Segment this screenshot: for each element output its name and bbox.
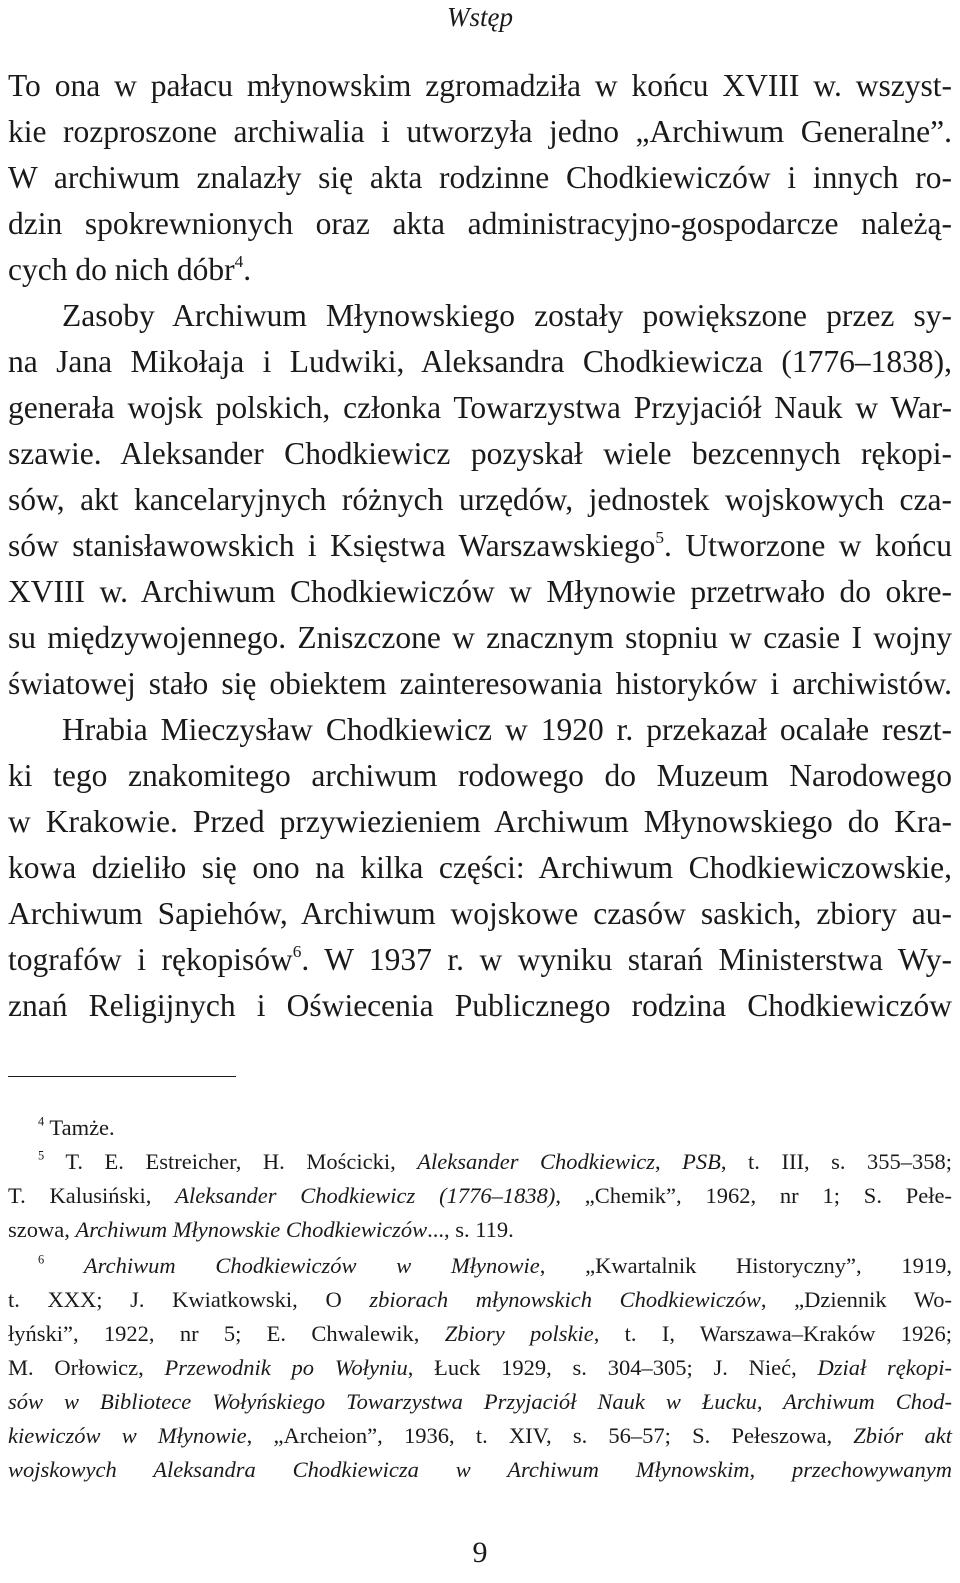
body-line: ki tego znakomitego archiwum rodowego do Muzeum Narodowego (8, 758, 952, 793)
footnote-text: , „Kwartalnik Historyczny”, 1919, (539, 1253, 953, 1278)
footnote-4 (38, 1115, 952, 1141)
footnote-title: Przewodnik po Wołyniu (164, 1355, 408, 1380)
footnote-ref: 4 (234, 252, 244, 272)
footnote-text: , (654, 1149, 683, 1174)
body-line: Archiwum Sapiehów, Archiwum wojskowe czasów saskich, zbiory au- (8, 896, 952, 931)
footnote-6-line (8, 1321, 952, 1347)
footnote-text: t. XXX; J. Kwiatkowski, O (8, 1287, 370, 1312)
footnote-title: Aleksander Chodkiewicz (417, 1149, 655, 1174)
footnote-6 (38, 1253, 952, 1279)
footnote-text: , t. III, s. 355–358; (720, 1149, 953, 1174)
footnote-text: , Łuck 1929, s. 304–305; J. Nieć, (407, 1355, 818, 1380)
footnote-title: Archiwum Młynowskie Chodkiewiczów (75, 1217, 428, 1242)
body-line: na Jana Mikołaja i Ludwiki, Aleksandra Chodkiewicza (1776–1838), (8, 344, 952, 379)
footnote-title: kiewiczów w Młynowie (8, 1423, 247, 1448)
body-line (8, 942, 952, 978)
body-line: Zasoby Archiwum Młynowskiego zostały powiększone przez sy- (62, 298, 952, 333)
footnote-text: , „Dziennik Wo- (760, 1287, 953, 1312)
body-line: W archiwum znalazły się akta rodzinne Chodkiewiczów i innych ro- (8, 160, 952, 195)
body-text: . Utworzone w końcu (664, 528, 952, 563)
body-line: generała wojsk polskich, członka Towarzystwa Przyjaciół Nauk w War- (8, 390, 952, 425)
footnote-title: Zbiory polskie (444, 1321, 594, 1346)
footnote-title: Dział rękopi- (817, 1355, 953, 1380)
footnote-6-line: wojskowych Aleksandra Chodkiewicza w Archiwum Młynowskim, przechowywanym (8, 1457, 952, 1482)
page-number: 9 (472, 1536, 488, 1569)
footnote-text: , „Chemik”, 1962, nr 1; S. Pełe- (555, 1183, 952, 1208)
footnote-ref: 5 (655, 528, 665, 548)
footnote-text: T. Kalusiński, (8, 1183, 176, 1208)
footnote-text: szowa, (8, 1217, 76, 1242)
footnote-title: Archiwum Chodkiewiczów w Młynowie (83, 1253, 540, 1278)
body-line: kie rozproszone archiwalia i utworzyła jedno „Archiwum Generalne”. (8, 114, 952, 149)
body-line: światowej stało się obiektem zainteresowania historyków i archiwistów. (8, 666, 952, 701)
body-line: szawie. Aleksander Chodkiewicz pozyskał wiele bezcennych rękopi- (8, 436, 952, 471)
body-text: . W 1937 r. w wyniku starań Ministerstwa Wy- (301, 942, 952, 977)
footnote-title: zbiorach młynowskich Chodkiewiczów (369, 1287, 761, 1312)
body-line: kowa dzieliło się ono na kilka części: Archiwum Chodkiewiczowskie, (8, 850, 952, 885)
body-line: w Krakowie. Przed przywiezieniem Archiwum Młynowskiego do Kra- (8, 804, 952, 839)
footnote-5 (38, 1149, 952, 1175)
body-line: dzin spokrewnionych oraz akta administracyjno-gospodarcze należą- (8, 206, 952, 241)
footnote-6-line: sów w Bibliotece Wołyńskiego Towarzystwa Przyjaciół Nauk w Łucku, Archiwum Chod- (8, 1389, 952, 1414)
body-line (8, 252, 952, 288)
footnote-text: łyński”, 1922, nr 5; E. Chwalewik, (8, 1321, 445, 1346)
footnote-6-line (8, 1423, 952, 1449)
footnote-number: 6 (38, 1252, 45, 1267)
body-line: To ona w pałacu młynowskim zgromadziła w końcu XVIII w. wszyst- (8, 68, 952, 103)
footnote-text: , t. I, Warszawa–Kraków 1926; (593, 1321, 952, 1346)
body-text: . (243, 252, 252, 287)
footnote-title: PSB (682, 1149, 721, 1174)
footnote-ref: 6 (292, 942, 302, 962)
body-line: sów, akt kancelaryjnych różnych urzędów, jednostek wojskowych cza- (8, 482, 952, 517)
footnote-6-line (8, 1287, 952, 1313)
footnote-text: M. Orłowicz, (8, 1355, 165, 1380)
body-line (8, 528, 952, 564)
body-line: su międzywojennego. Zniszczone w znacznym stopniu w czasie I wojny (8, 620, 952, 655)
body-line: Hrabia Mieczysław Chodkiewicz w 1920 r. przekazał ocalałe reszt- (62, 712, 952, 747)
body-text: cych do nich dóbr (8, 252, 235, 287)
footnote-text: ..., s. 119. (427, 1217, 514, 1242)
footnote-6-line (8, 1355, 952, 1381)
running-header: Wstęp (447, 2, 513, 32)
footnote-number: 5 (38, 1148, 45, 1163)
footnote-text: , „Archeion”, 1936, t. XIV, s. 56–57; S. Pełeszowa, (246, 1423, 854, 1448)
body-line: XVIII w. Archiwum Chodkiewiczów w Młynowie przetrwało do okre- (8, 574, 952, 609)
body-line: znań Religijnych i Oświecenia Publicznego rodzina Chodkiewiczów (8, 988, 952, 1023)
footnote-rule (8, 1076, 236, 1077)
body-text: sów stanisławowskich i Księstwa Warszawskiego (8, 528, 656, 563)
footnote-title: Aleksander Chodkiewicz (1776–1838) (175, 1183, 556, 1208)
footnote-text: T. E. Estreicher, H. Mościcki, (65, 1149, 418, 1174)
body-text: tografów i rękopisów (8, 942, 293, 977)
footnote-text: Tamże. (49, 1115, 115, 1140)
footnote-5-line (8, 1217, 952, 1243)
footnote-title: Zbiór akt (853, 1423, 952, 1448)
footnote-5-line (8, 1183, 952, 1209)
footnote-number: 4 (38, 1114, 45, 1129)
